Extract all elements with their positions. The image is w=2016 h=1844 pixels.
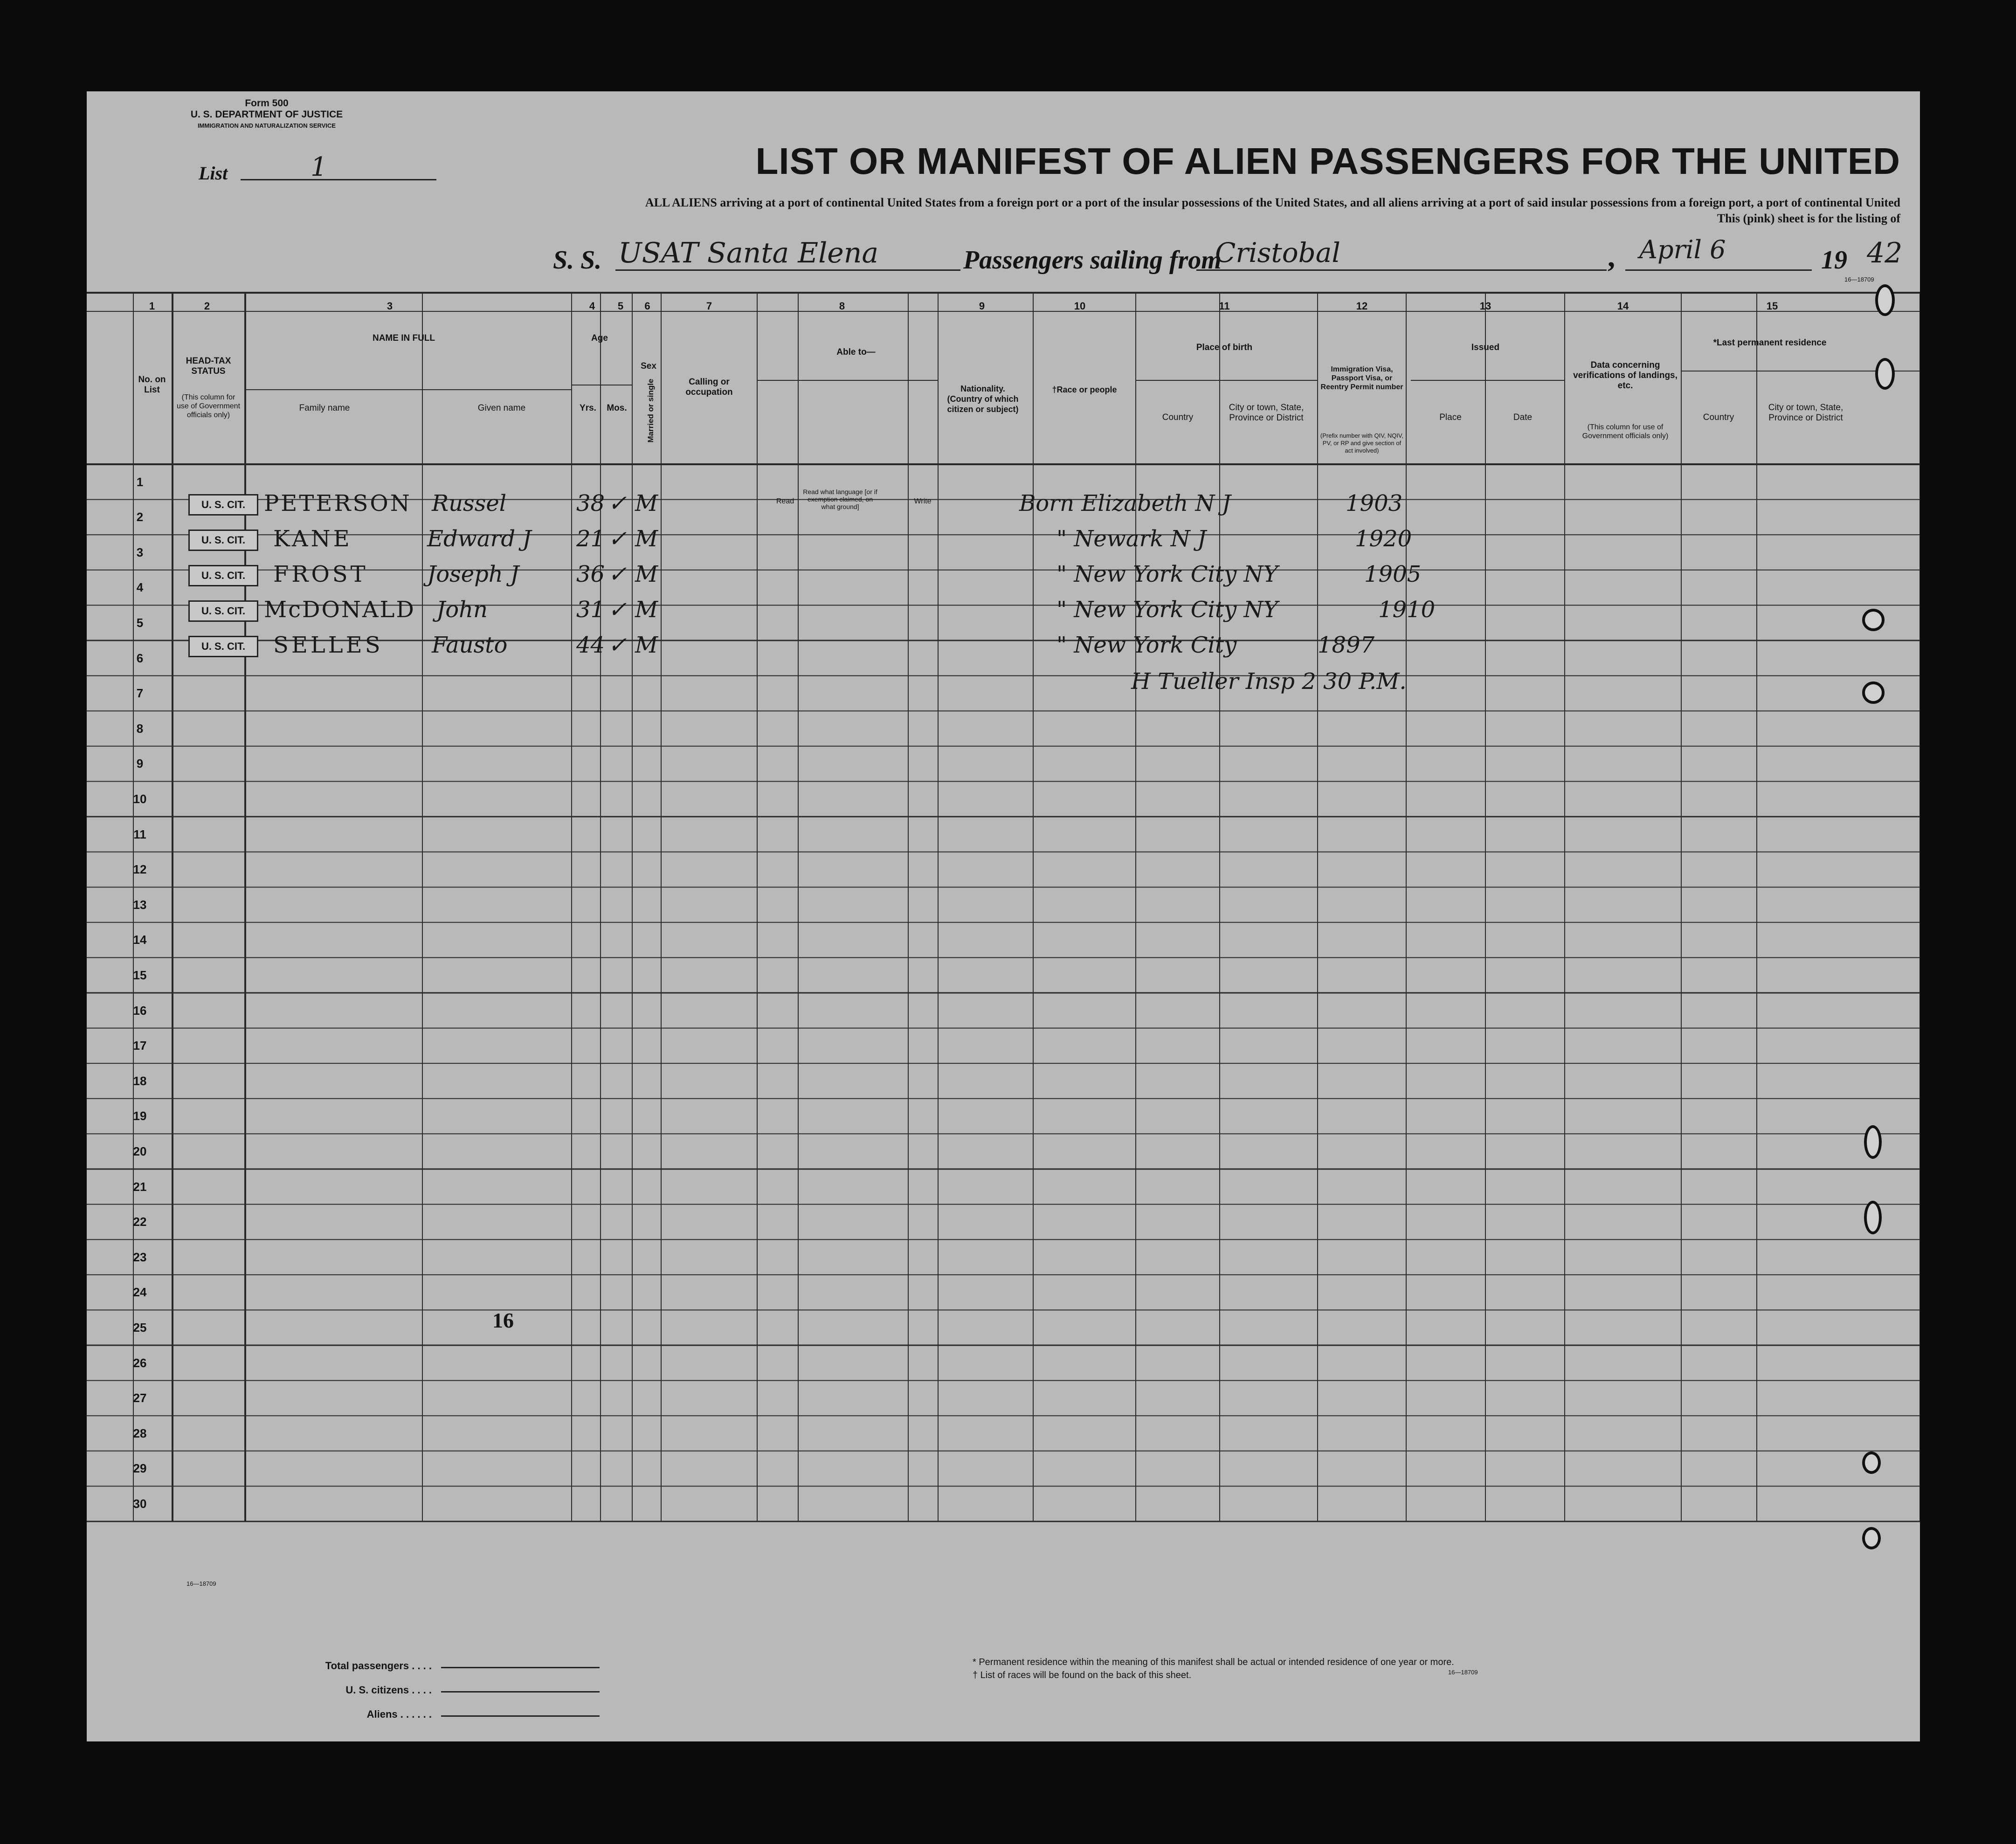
footnotes (973, 1656, 1454, 1682)
inspector-note: H Tueller Insp 2 30 P.M. (1131, 668, 1407, 695)
head-tax-stamp: U. S. CIT. (188, 494, 258, 516)
year-prefix: 19 (1821, 246, 1847, 275)
family-name: SELLES (273, 632, 383, 658)
family-name: McDONALD (264, 597, 415, 623)
header-place-of-birth: Place of birth (1196, 343, 1253, 352)
us-citizens-label: U. S. citizens . . . . (345, 1684, 432, 1696)
row-number: 4 (136, 580, 144, 595)
birth-note: " New York City NY (1056, 561, 1278, 587)
header-birth-country: Country (1162, 413, 1194, 422)
given-name: Joseph J (427, 561, 519, 587)
header-issued: Issued (1471, 343, 1500, 352)
birth-year: 1903 (1346, 490, 1403, 516)
form-code-top: 16—18709 (1844, 276, 1874, 283)
us-citizens-line (441, 1691, 600, 1693)
column-number: 1 (149, 300, 155, 312)
header-data-landings: Data concerning verifications of landings, etc. (1573, 360, 1678, 391)
header-issued-date: Date (1513, 413, 1533, 422)
head-tax-stamp: U. S. CIT. (188, 636, 258, 657)
form-code-notes: 16—18709 (1448, 1669, 1478, 1676)
manifest-sheet (87, 91, 1920, 1741)
header-yrs: Yrs. (580, 403, 596, 413)
form-number: Form 500 (245, 98, 289, 109)
comma: , (1608, 240, 1615, 273)
header-head-tax-note: (This column for use of Government officials only) (176, 393, 241, 419)
row-number: 10 (133, 792, 147, 806)
header-visa-note: (Prefix number with QIV, NQIV, PV, or RP and give section of act involved) (1320, 432, 1404, 454)
row-number: 21 (133, 1179, 147, 1194)
aliens-label: Aliens . . . . . . (366, 1708, 432, 1720)
header-nationality: Nationality. (Country of which citizen or subject) (947, 384, 1019, 414)
row-number: 22 (133, 1215, 147, 1229)
age-check: ✓ (608, 632, 627, 658)
binder-hole (1862, 609, 1885, 631)
header-name-in-full: NAME IN FULL (372, 333, 435, 343)
age-years: 36 (576, 561, 605, 587)
header-residence-country: Country (1703, 413, 1734, 422)
sex: M (635, 597, 658, 623)
binder-hole (1862, 681, 1885, 704)
row-number: 26 (133, 1355, 147, 1370)
age-check: ✓ (608, 490, 627, 516)
age-years: 21 (576, 526, 605, 552)
age-years: 44 (576, 632, 605, 658)
header-family-name: Family name (299, 403, 350, 413)
column-number: 11 (1219, 300, 1230, 312)
row-number: 8 (136, 721, 144, 736)
header-read: Read (776, 497, 794, 505)
row-number: 19 (133, 1109, 147, 1123)
birth-note: " New York City (1056, 632, 1237, 658)
list-label: List (199, 163, 228, 184)
column-number: 8 (839, 300, 845, 312)
row-number: 23 (133, 1250, 147, 1264)
year-suffix: 42 (1867, 237, 1903, 269)
total-passengers-line (441, 1667, 600, 1668)
birth-note: " New York City NY (1056, 597, 1278, 623)
total-passengers-label: Total passengers . . . . (325, 1660, 432, 1672)
age-check: ✓ (608, 597, 627, 623)
footnote-races: † List of races will be found on the back of this sheet. (973, 1670, 1192, 1680)
header-data-landings-note: (This column for use of Government officials only) (1582, 423, 1669, 440)
column-number: 4 (589, 300, 595, 312)
header-able-to: Able to— (836, 347, 876, 357)
given-name: Edward J (427, 526, 532, 552)
row-number: 11 (133, 827, 146, 841)
form-code-bottom: 16—18709 (186, 1580, 216, 1587)
departure-port: Cristobal (1215, 237, 1340, 268)
footnote-residence: * Permanent residence within the meaning of this manifest shall be actual or intended residence of one year or more. (973, 1657, 1454, 1667)
header-calling: Calling or occupation (685, 377, 733, 397)
header-no-on-list: No. on List (138, 375, 166, 395)
subtitle-line-1: ALL ALIENS arriving at a port of continental United States from a foreign port or a port of the insular possessions of the United States, and all aliens arriving at a port of said insular possessions from a foreign port, a port of continental United (645, 196, 1900, 209)
sailing-label: Passengers sailing from (963, 246, 1222, 275)
row-number: 1 (136, 475, 144, 489)
ship-name: USAT Santa Elena (618, 237, 879, 269)
binder-hole (1864, 1201, 1882, 1234)
header-issued-place: Place (1439, 413, 1462, 422)
row-number: 27 (133, 1391, 147, 1405)
row-number: 3 (136, 545, 144, 559)
row-number: 28 (133, 1426, 147, 1440)
family-name: PETERSON (264, 490, 412, 516)
sex: M (635, 490, 658, 516)
header-head-tax: HEAD-TAX STATUS (186, 356, 231, 376)
column-number: 12 (1356, 300, 1368, 312)
head-tax-stamp: U. S. CIT. (188, 600, 258, 622)
column-number: 5 (617, 300, 624, 312)
birth-year: 1910 (1378, 597, 1436, 623)
header-write: Write (914, 497, 932, 505)
column-number: 3 (387, 300, 393, 312)
column-number: 7 (706, 300, 712, 312)
age-years: 31 (576, 597, 605, 623)
header-visa: Immigration Visa, Passport Visa, or Reentry Permit number (1320, 365, 1403, 391)
aliens-line (441, 1715, 600, 1717)
given-name: John (436, 597, 488, 623)
row-number: 12 (133, 862, 147, 877)
header-residence-city: City or town, State, Province or District (1768, 403, 1843, 423)
binder-hole (1875, 358, 1895, 390)
sex: M (635, 526, 658, 552)
birth-note: " Newark N J (1056, 526, 1207, 552)
head-tax-stamp: U. S. CIT. (188, 565, 258, 586)
header-given-name: Given name (477, 403, 526, 413)
row-number: 9 (136, 757, 144, 771)
sheet-number: 16 (492, 1308, 514, 1332)
service: IMMIGRATION AND NATURALIZATION SERVICE (197, 122, 336, 129)
header-age: Age (591, 333, 608, 343)
row-number: 14 (133, 933, 147, 947)
row-number: 6 (136, 651, 144, 665)
age-check: ✓ (608, 526, 627, 552)
row-number: 25 (133, 1321, 147, 1335)
row-number: 16 (133, 1003, 147, 1018)
sex: M (635, 632, 658, 658)
binder-hole (1875, 284, 1895, 316)
column-number: 10 (1074, 300, 1086, 312)
column-number: 6 (644, 300, 650, 312)
header-married: Married or single (646, 378, 655, 443)
header-last-residence: *Last permanent residence (1713, 338, 1827, 348)
binder-hole (1864, 1125, 1882, 1159)
head-tax-stamp: U. S. CIT. (188, 530, 258, 551)
row-number: 7 (136, 686, 144, 701)
column-number: 2 (204, 300, 210, 312)
row-number: 13 (133, 897, 147, 912)
department: U. S. DEPARTMENT OF JUSTICE (190, 109, 343, 120)
header-race: †Race or people (1052, 385, 1117, 394)
birth-year: 1897 (1318, 632, 1375, 658)
header-sex: Sex (641, 361, 656, 371)
ss-label: S. S. (553, 246, 602, 275)
header-birth-city: City or town, State, Province or District (1229, 403, 1304, 423)
binder-hole (1862, 1527, 1881, 1549)
given-name: Russel (432, 490, 507, 516)
list-value: 1 (311, 152, 327, 182)
age-years: 38 (576, 490, 605, 516)
row-number: 24 (133, 1285, 147, 1300)
birth-note: Born Elizabeth N J (1019, 490, 1231, 516)
binder-hole (1862, 1452, 1881, 1474)
column-number: 14 (1617, 300, 1629, 312)
birth-year: 1905 (1364, 561, 1422, 587)
sex: M (635, 561, 658, 587)
row-number: 20 (133, 1144, 147, 1159)
row-number: 17 (133, 1039, 147, 1053)
header-read-language: Read what language [or if exemption claimed, on what ground] (803, 488, 877, 510)
row-number: 29 (133, 1461, 147, 1476)
birth-year: 1920 (1355, 526, 1412, 552)
subtitle-line-2: This (pink) sheet is for the listing of (1717, 212, 1900, 225)
row-number: 15 (133, 968, 147, 983)
column-number: 15 (1766, 300, 1778, 312)
row-number: 5 (136, 616, 144, 630)
family-name: KANE (273, 526, 352, 552)
row-number: 18 (133, 1073, 147, 1088)
row-number: 30 (133, 1497, 147, 1511)
family-name: FROST (273, 561, 368, 587)
column-number: 9 (979, 300, 985, 312)
column-number: 13 (1479, 300, 1491, 312)
age-check: ✓ (608, 561, 627, 587)
header-mos: Mos. (607, 403, 627, 413)
departure-date: April 6 (1639, 235, 1726, 264)
manifest-title: LIST OR MANIFEST OF ALIEN PASSENGERS FOR THE UNITED (755, 140, 1900, 182)
footer-totals (283, 1654, 432, 1727)
given-name: Fausto (432, 632, 508, 658)
row-number: 2 (136, 510, 144, 524)
